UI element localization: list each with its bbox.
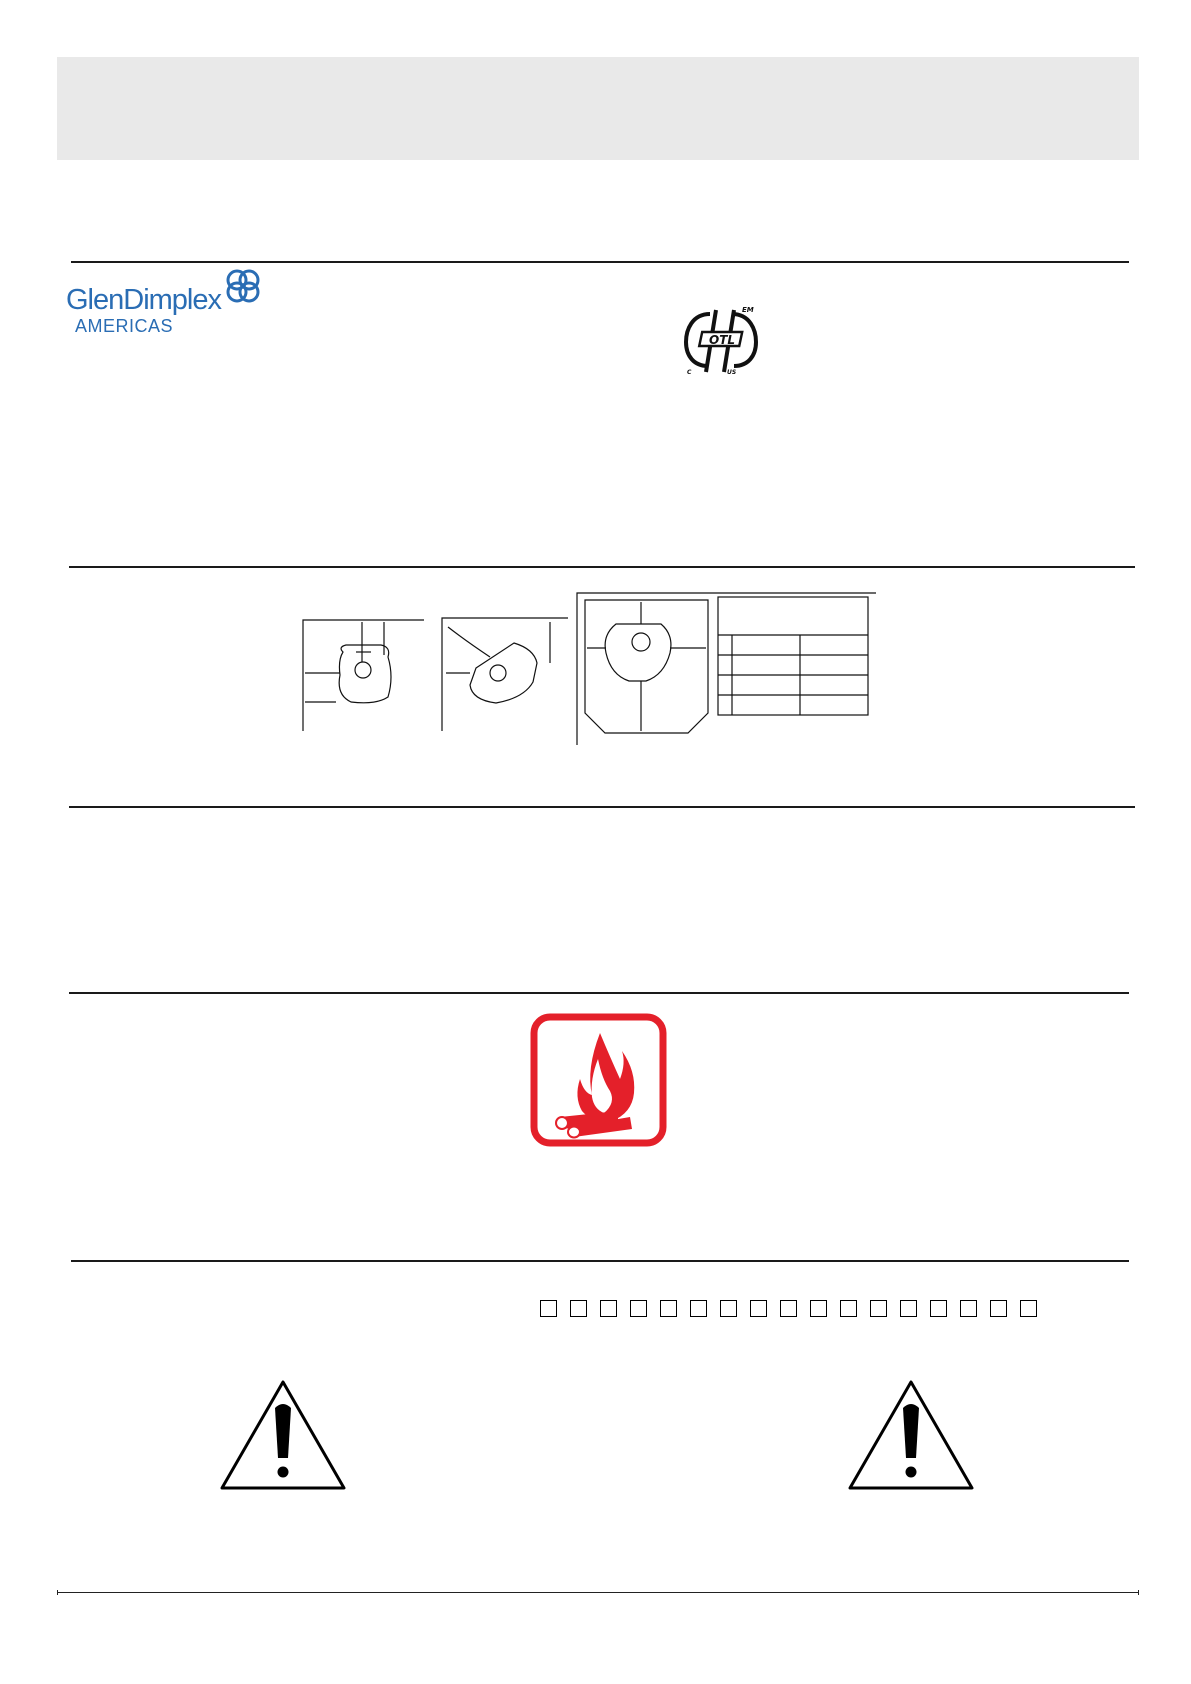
- checkbox[interactable]: [720, 1300, 737, 1317]
- checkbox[interactable]: [960, 1300, 977, 1317]
- hearth-diagram: [577, 593, 876, 745]
- checkbox[interactable]: [900, 1300, 917, 1317]
- logo-sub: AMERICAS: [75, 316, 174, 336]
- fire-warning-icon: [530, 1013, 667, 1147]
- checkbox[interactable]: [540, 1300, 557, 1317]
- checkbox[interactable]: [600, 1300, 617, 1317]
- checkbox[interactable]: [840, 1300, 857, 1317]
- checkbox[interactable]: [690, 1300, 707, 1317]
- cert-mark-text: OTL: [709, 333, 736, 347]
- cert-tag-em: EM: [742, 306, 754, 314]
- checkbox[interactable]: [630, 1300, 647, 1317]
- footer-tick: [57, 1590, 58, 1595]
- section-divider: [69, 566, 1135, 568]
- warning-triangle-icon: [218, 1378, 348, 1492]
- checkbox[interactable]: [810, 1300, 827, 1317]
- checkbox[interactable]: [1020, 1300, 1037, 1317]
- warning-triangle-icon: [846, 1378, 976, 1492]
- footer-tick: [1138, 1590, 1139, 1595]
- certification-mark-icon: [680, 300, 775, 382]
- cert-tag-c: C: [687, 369, 692, 376]
- checkbox[interactable]: [930, 1300, 947, 1317]
- header-banner: [57, 57, 1139, 160]
- rear-wall-clearance-diagram: [303, 620, 424, 731]
- clearance-table: [718, 597, 868, 715]
- corner-clearance-diagram: [442, 618, 568, 731]
- checkbox[interactable]: [570, 1300, 587, 1317]
- section-divider: [69, 992, 1129, 994]
- checkbox[interactable]: [660, 1300, 677, 1317]
- interlock-knot-icon: [223, 266, 263, 306]
- logo-name: GlenDimplex: [66, 284, 221, 316]
- checkbox[interactable]: [870, 1300, 887, 1317]
- checkbox[interactable]: [750, 1300, 767, 1317]
- section-divider: [71, 261, 1129, 263]
- section-divider: [71, 1260, 1129, 1262]
- checkbox-row: [540, 1300, 1037, 1322]
- cert-tag-us: US: [727, 369, 737, 376]
- footer-rule: [57, 1592, 1139, 1593]
- section-divider: [69, 806, 1135, 808]
- checkbox[interactable]: [780, 1300, 797, 1317]
- clearance-diagrams: [296, 585, 876, 755]
- glen-dimplex-logo: [66, 266, 266, 340]
- checkbox[interactable]: [990, 1300, 1007, 1317]
